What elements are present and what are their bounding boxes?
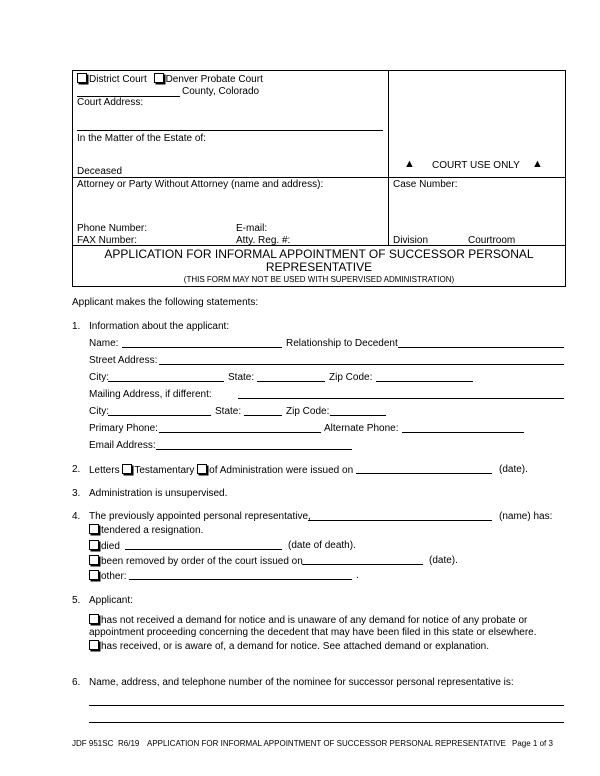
died-checkbox[interactable]: [89, 540, 99, 550]
removal-date-field[interactable]: [302, 564, 423, 565]
section-4-opt1: [89, 524, 203, 536]
district-court-label: District Court: [89, 74, 147, 85]
footer-rev: R6/19: [118, 739, 140, 748]
resignation-label: tendered a resignation.: [101, 525, 204, 536]
section-4-text: The previously appointed personal representative,: [89, 511, 311, 522]
name-label: Name:: [89, 338, 119, 349]
resignation-checkbox[interactable]: [89, 524, 99, 534]
demand-label: has received, or is aware of, a demand for notice. See attached demand or explanation.: [101, 641, 490, 652]
section-2-number: 2.: [72, 464, 81, 475]
email-label: E-mail:: [236, 223, 268, 234]
alternate-phone-label: Alternate Phone:: [324, 423, 399, 434]
demand-checkbox[interactable]: [89, 640, 99, 650]
nominee-field-1[interactable]: [89, 705, 564, 706]
section-2-row: [89, 464, 353, 476]
court-address-field[interactable]: [77, 130, 383, 131]
denver-probate-checkbox[interactable]: [154, 73, 164, 83]
section-3-number: 3.: [72, 488, 81, 499]
street-label: Street Address:: [89, 355, 158, 366]
city2-label: City:: [89, 406, 109, 417]
form-title-line-1: APPLICATION FOR INFORMAL APPOINTMENT OF SUCCESSOR PERSONAL: [104, 247, 534, 261]
atty-reg-label: Atty. Reg. #:: [236, 235, 291, 246]
court-address-label: Court Address:: [77, 97, 144, 108]
court-checkboxes: [77, 73, 263, 85]
letters-label: Letters: [89, 465, 120, 476]
section-3-text: Administration is unsupervised.: [89, 488, 228, 499]
relationship-field[interactable]: [398, 347, 564, 348]
court-use-only-label: COURT USE ONLY: [432, 160, 520, 171]
fax-label: FAX Number:: [77, 235, 138, 246]
death-date-label: (date of death).: [288, 540, 356, 551]
section-6-number: 6.: [72, 677, 81, 688]
courtroom-label: Courtroom: [468, 235, 516, 246]
removed-label: been removed by order of the court issued on: [101, 556, 303, 567]
alternate-phone-field[interactable]: [402, 432, 524, 433]
name-field[interactable]: [122, 347, 282, 348]
email-address-label: Email Address:: [89, 440, 156, 451]
city-field[interactable]: [108, 381, 224, 382]
section-4-opt3: [89, 555, 303, 567]
zip-label: Zip Code:: [329, 372, 373, 383]
footer-page: Page 1 of 3: [512, 739, 553, 748]
city-label: City:: [89, 372, 109, 383]
no-demand-line-2: appointment proceeding concerning the decedent that may have been filed in this state or elsewhere.: [89, 627, 537, 638]
no-demand-line-1: has not received a demand for notice and is unaware of any demand for notice of any probate or: [101, 615, 528, 626]
primary-phone-field[interactable]: [159, 432, 321, 433]
caption-row-line-1: [72, 177, 566, 178]
denver-probate-label: Denver Probate Court: [165, 74, 263, 85]
city2-field[interactable]: [108, 415, 211, 416]
section-6-text: Name, address, and telephone number of the nominee for successor personal representative is:: [89, 677, 514, 688]
other-checkbox[interactable]: [89, 570, 99, 580]
testamentary-checkbox[interactable]: [122, 464, 132, 474]
letters-date-label: (date).: [499, 464, 528, 475]
county-label: County, Colorado: [182, 86, 260, 97]
section-5-number: 5.: [72, 595, 81, 606]
phone-label: Phone Number:: [77, 223, 148, 234]
triangle-up-icon-right: ▲: [532, 158, 543, 170]
footer-form-id: JDF 951SC: [72, 739, 114, 748]
nominee-field-2[interactable]: [89, 722, 564, 723]
attorney-label: Attorney or Party Without Attorney (name and address):: [77, 179, 324, 190]
section-5-opt2: [89, 640, 489, 652]
no-demand-checkbox[interactable]: [89, 614, 99, 624]
primary-phone-label: Primary Phone:: [89, 423, 158, 434]
deceased-label: Deceased: [77, 166, 123, 177]
section-5-heading: Applicant:: [89, 595, 133, 606]
death-date-field[interactable]: [125, 549, 282, 550]
street-field[interactable]: [159, 364, 564, 365]
section-4-number: 4.: [72, 511, 81, 522]
email-address-field[interactable]: [156, 449, 352, 450]
state2-field[interactable]: [244, 415, 282, 416]
zip2-field[interactable]: [330, 415, 386, 416]
other-label: other:: [101, 571, 127, 582]
mailing-label: Mailing Address, if different:: [89, 389, 212, 400]
state-field[interactable]: [257, 381, 325, 382]
mailing-field[interactable]: [238, 398, 564, 399]
relationship-label: Relationship to Decedent: [286, 338, 398, 349]
section-4-opt2: [89, 540, 120, 552]
section-1-heading: Information about the applicant:: [89, 321, 230, 332]
zip-field[interactable]: [376, 381, 473, 382]
form-title-line-2: REPRESENTATIVE: [265, 260, 373, 274]
form-subtitle: (THIS FORM MAY NOT BE USED WITH SUPERVISED ADMINISTRATION): [183, 275, 455, 284]
triangle-up-icon-left: ▲: [404, 158, 415, 170]
zip2-label: Zip Code:: [286, 406, 330, 417]
intro-text: Applicant makes the following statements:: [72, 297, 259, 308]
section-5-opt1: [89, 614, 527, 626]
section-1-number: 1.: [72, 321, 81, 332]
of-admin-label: of Administration were issued on: [209, 465, 354, 476]
removal-date-label: (date).: [429, 555, 458, 566]
division-label: Division: [393, 235, 429, 246]
state2-label: State:: [215, 406, 242, 417]
estate-of-label: In the Matter of the Estate of:: [77, 133, 206, 144]
caption-divider: [388, 70, 389, 246]
section-4-opt4: [89, 570, 127, 582]
case-number-label: Case Number:: [393, 179, 458, 190]
prior-rep-has-label: (name) has:: [499, 511, 553, 522]
district-court-checkbox[interactable]: [77, 73, 87, 83]
died-label: died: [101, 541, 120, 552]
administration-checkbox[interactable]: [197, 464, 207, 474]
testamentary-label: Testamentary: [134, 465, 195, 476]
other-field[interactable]: [129, 579, 352, 580]
footer-title: APPLICATION FOR INFORMAL APPOINTMENT OF SUCCESSOR PERSONAL REPRESENTATIVE: [147, 739, 506, 748]
removed-checkbox[interactable]: [89, 555, 99, 565]
letters-date-field[interactable]: [356, 473, 492, 474]
prior-rep-name-field[interactable]: [308, 520, 492, 521]
other-end: .: [356, 570, 359, 581]
state-label: State:: [228, 372, 255, 383]
